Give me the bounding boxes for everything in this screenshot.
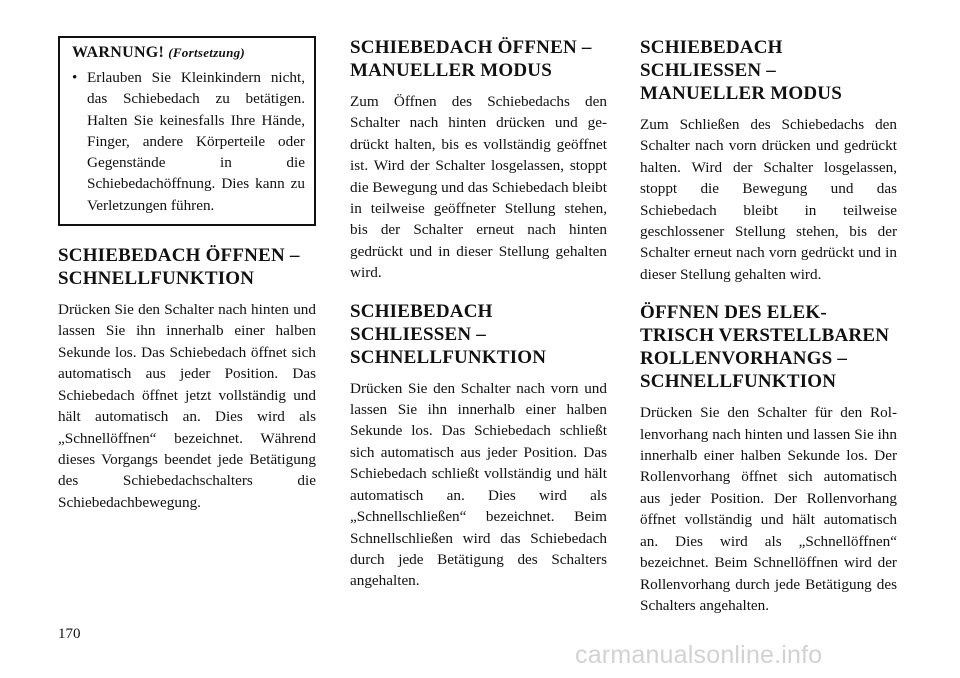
warning-box bbox=[58, 36, 316, 226]
section-body-schnellfunktion-schliessen: Drücken Sie den Schalter nach vorn und lassen Sie ihn innerhalb einer halben Sekunde los. Das Schiebedach schließt sich automatisch aus jeder Position. Das Schiebedach schließt vollständig und hält automatisch an. Dies wird als „Schnellschließen“ bezeichnet. Beim Schnellschließen wird das Schiebedach durch jede Betätigung des Schalters angehalten. bbox=[350, 379, 607, 590]
section-body-schnellfunktion-oeffnen: Drücken Sie den Schalter nach hinten und lassen Sie ihn innerhalb einer halben Sekunde los. Das Schiebedach öffnet sich automatisch aus jeder Position. Das Schiebedach öffnet jetzt vollständig und hält automatisch an. Dies wird als „Schnellöffnen“ bezeichnet. Während dieses Vorgangs beendet jede Betätigung des Schiebedachschalters die Schiebedachbewegung. bbox=[58, 301, 316, 511]
warning-title-text: WARNUNG! bbox=[72, 44, 165, 61]
page-number: 170 bbox=[58, 626, 81, 642]
column-1 bbox=[58, 36, 316, 522]
warning-item bbox=[72, 67, 305, 216]
section-heading-schnellfunktion-schliessen: SCHIEBEDACH SCHLIESSEN – SCHNELLFUNKTION bbox=[350, 300, 547, 368]
column-2 bbox=[350, 36, 607, 601]
warning-title bbox=[72, 43, 305, 63]
warning-item-text: Erlauben Sie Kleinkindern nicht, das Schiebedach zu betätigen. Halten Sie keinesfalls Ihre Hände, Finger, andere Körperteile oder Gegenstände in die Schiebedachöffnung. Dies kann zu Verletzungen führen. bbox=[87, 69, 305, 214]
section-body-manuell-schliessen: Zum Schließen des Schiebedachs den Schalter nach vorn drücken und gedrückt halten. Wird der Schalter losgelassen, stoppt die Bewegung und das Schiebedach bleibt in teilweise geschlossener Stellung stehen, bis der Schalter erneut nach vorn gedrückt und in dieser Stellung gehalten wird. bbox=[640, 116, 897, 283]
warning-list bbox=[72, 67, 305, 216]
section-heading-manuell-schliessen: SCHIEBEDACH SCHLIESSEN – MANUELLER MODUS bbox=[640, 37, 842, 104]
bullet-icon: • bbox=[72, 69, 78, 86]
section-body-rollenvorhang: Drücken Sie den Schalter für den Rollenvorhang nach hinten und lassen Sie ihn innerhalb einer halben Sekunde los. Der Rollenvorhang öffnet sich automatisch aus jeder Position. Der Rollenvorhang öffnet vollständig und hält automatisch an. Dies wird als „Schnellöffnen“ bezeichnet. Beim Schnellöffnen wird der Rollenvorhang durch jede Betätigung des Schalters angehalten. bbox=[640, 404, 897, 614]
section-heading-rollenvorhang: ÖFFNEN DES ELEK- TRISCH VERSTELLBAREN ROLLENVORHANGS – SCHNELLFUNKTION bbox=[640, 302, 890, 393]
section-heading-manuell-oeffnen: SCHIEBEDACH ÖFFNEN – MANUELLER MODUS bbox=[350, 37, 592, 81]
column-3 bbox=[640, 36, 897, 625]
warning-continued: (Fortsetzung) bbox=[168, 45, 246, 60]
watermark: carmanualsonline.info bbox=[575, 641, 823, 669]
section-body-manuell-oeffnen: Zum Öffnen des Schiebedachs den Schalter nach hinten drücken und gedrückt halten, bis es vollständig geöffnet ist. Wird der Schalter losgelassen, stoppt die Bewegung und das Schiebedach bleibt in teilweise geöffneter Stellung stehen, bis der Schalter erneut nach hinten gedrückt und in dieser Stellung gehalten wird. bbox=[350, 93, 607, 282]
section-heading-schnellfunktion-oeffnen: SCHIEBEDACH ÖFFNEN – SCHNELLFUNKTION bbox=[58, 245, 300, 290]
